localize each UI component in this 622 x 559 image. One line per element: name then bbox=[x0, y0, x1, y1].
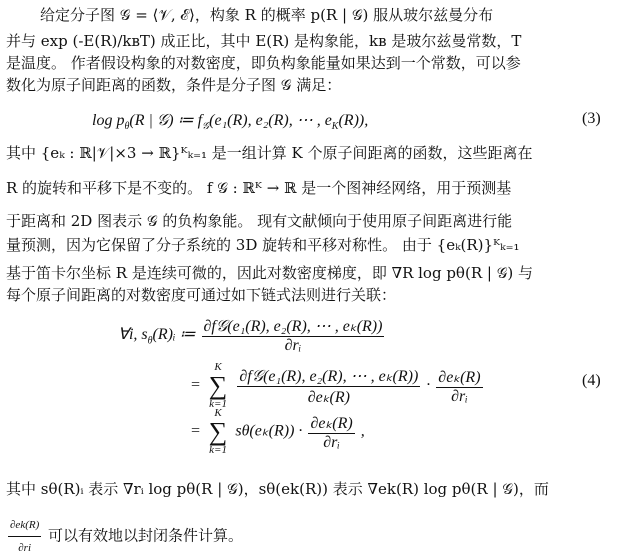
para2-line2: R 的旋转和平移下是不变的。 f 𝒢 : ℝᴷ → ℝ 是一个图神经网络，用于预测基 bbox=[6, 179, 512, 197]
eq4-row2-fraction2 bbox=[436, 367, 482, 406]
para3-line2 bbox=[6, 514, 243, 559]
eq3-rhs-end: (R)), bbox=[338, 112, 369, 129]
eq4-row3-frac-denominator: ∂rᵢ bbox=[308, 433, 354, 452]
eq4-row2-fraction1 bbox=[237, 366, 420, 407]
para3-line2-text: 可以有效地以封闭条件计算。 bbox=[48, 526, 244, 545]
eq4-row2-frac2-numerator: ∂eₖ(R) bbox=[438, 368, 481, 386]
eq4-row3-end: , bbox=[360, 422, 365, 440]
eq4-row2-frac1-denominator: ∂eₖ(R) bbox=[237, 386, 420, 407]
eq3-rhs: (e₁(R), e₂(R), ⋯ , e bbox=[209, 112, 332, 129]
sigma-icon: ∑ bbox=[208, 371, 228, 400]
para1-line3: 是温度。 作者假设构象的对数密度，即负构象能量如果达到一个常数，可以参 bbox=[6, 54, 521, 72]
equation-3-number: (3) bbox=[582, 110, 601, 127]
para2-line1: 其中 {eₖ : ℝ|𝒱|×3 → ℝ}ᴷₖ₌₁ 是一组计算 K 个原子间距离的函数，这些距离在 bbox=[6, 144, 533, 162]
eq4-row3 bbox=[190, 408, 365, 456]
sum-upper-limit: K bbox=[214, 361, 222, 373]
eq4-row2 bbox=[190, 362, 485, 410]
para2-line4: 量预测，因为它保留了分子系统的 3D 旋转和平移对称性。 由于 {eₖ(R)}ᴷₖ₌₁ bbox=[6, 236, 520, 254]
para2-line6: 每个原子间距离的对数密度可通过如下链式法则进行关联： bbox=[6, 286, 397, 304]
eq4-row2-frac1-numerator: ∂f𝒢(e₁(R), e₂(R), ⋯ , eₖ(R)) bbox=[239, 367, 419, 385]
eq4-row3-sum bbox=[209, 408, 228, 456]
eq4-row3-fraction bbox=[308, 413, 354, 452]
para3-fraction bbox=[8, 514, 41, 559]
sum-upper-limit: K bbox=[214, 407, 222, 419]
eq4-row1-denominator: ∂rᵢ bbox=[202, 336, 385, 355]
eq4-row2-dot: · bbox=[426, 376, 431, 394]
eq3-lhs: log p bbox=[92, 112, 125, 129]
eq4-row2-frac2-denominator: ∂rᵢ bbox=[436, 387, 482, 406]
eq4-row3-equals: = bbox=[190, 422, 201, 440]
para1-line2: 并与 exp (-E(R)/kʙT) 成正比，其中 E(R) 是构象能，kʙ 是玻尔兹曼常数，T bbox=[6, 32, 522, 50]
eq3-lhs-rest: (R | 𝒢) ≔ f bbox=[129, 112, 203, 129]
eq4-row1-lhs: ∀i, s bbox=[118, 326, 148, 344]
eq3-f-sub: 𝒢 bbox=[202, 121, 210, 133]
para3-line1: 其中 sθ(R)ᵢ 表示 ∇rᵢ log pθ(R | 𝒢)，sθ(ek(R)) 表示 ∇ek(R) log pθ(R | 𝒢)，而 bbox=[6, 480, 549, 498]
equation-3 bbox=[92, 110, 368, 132]
eq4-row2-sum bbox=[209, 362, 228, 410]
sum-lower-limit: k=1 bbox=[209, 444, 227, 456]
sigma-icon: ∑ bbox=[208, 417, 228, 446]
eq4-row3-frac-numerator: ∂eₖ(R) bbox=[310, 414, 353, 432]
para2-line5: 基于笛卡尔坐标 R 是连续可微的，因此对数密度梯度，即 ∇R log pθ(R | 𝒢) 与 bbox=[6, 264, 534, 282]
para1-line1: 给定分子图 𝒢 = ⟨𝒱, ℰ⟩，构象 R 的概率 p(R | 𝒢) 服从玻尔兹曼分布 bbox=[40, 6, 494, 24]
eq4-row1-lhs-sub: θ bbox=[147, 335, 153, 347]
para2-line3: 于距离和 2D 图表示 𝒢 的负构象能。 现有文献倾向于使用原子间距离进行能 bbox=[6, 212, 513, 230]
eq4-row2-equals: = bbox=[190, 376, 201, 394]
eq4-row3-score: sθ(eₖ(R)) · bbox=[235, 422, 303, 440]
para3-frac-numerator: ∂ek(R) bbox=[10, 519, 40, 531]
para1-line4: 数化为原子间距离的函数，条件是分子图 𝒢 满足： bbox=[6, 76, 342, 94]
eq4-row1 bbox=[118, 316, 386, 355]
para3-frac-denominator: ∂ri bbox=[8, 536, 41, 559]
eq4-row1-numerator: ∂f𝒢(e₁(R), e₂(R), ⋯ , eₖ(R)) bbox=[203, 318, 383, 335]
eq4-row1-lhs-rest: (R)ᵢ ≔ bbox=[152, 326, 196, 344]
equation-4-number: (4) bbox=[582, 372, 601, 389]
eq3-k-sub: K bbox=[331, 121, 339, 133]
sum-lower-limit: k=1 bbox=[209, 398, 227, 410]
eq4-row1-fraction bbox=[202, 316, 385, 355]
eq3-lhs-sub: θ bbox=[124, 121, 130, 133]
